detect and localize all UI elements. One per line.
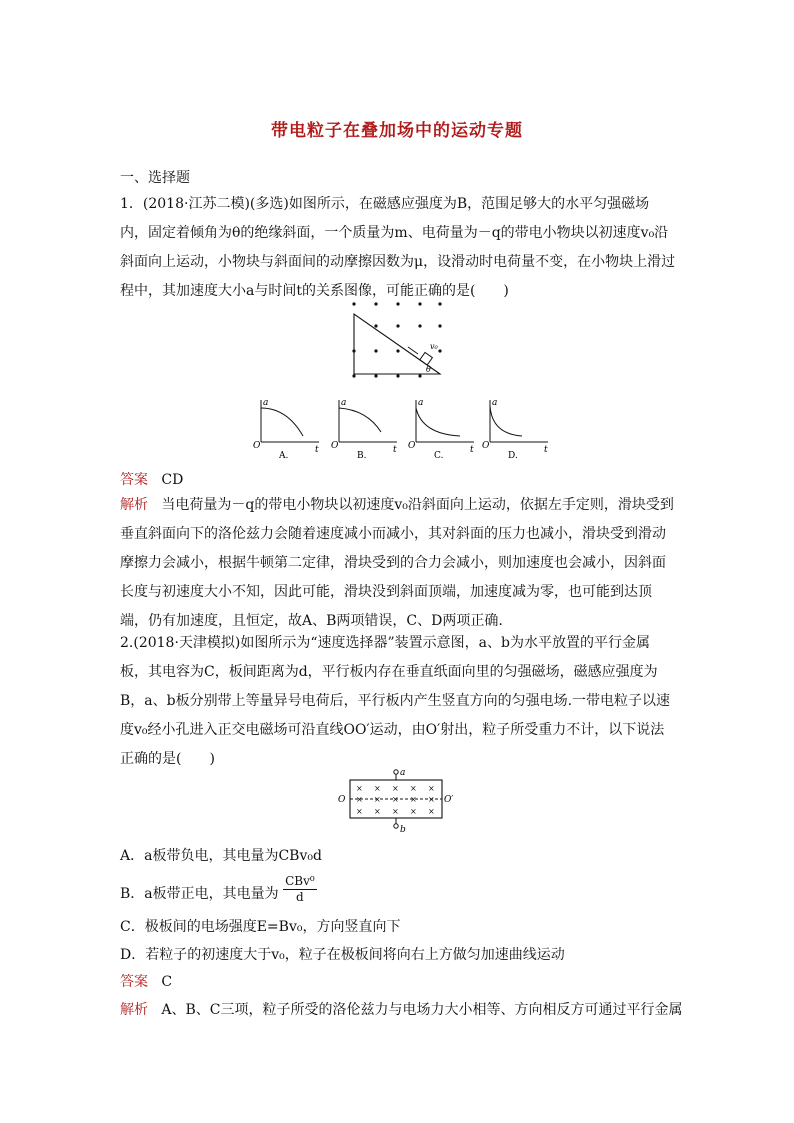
velocity-selector-figure (336, 766, 460, 836)
graph-c (408, 396, 478, 462)
option-b-fraction: CBv⁰ d (285, 874, 315, 904)
svg-text:×: × (374, 795, 381, 804)
svg-text:×: × (356, 784, 363, 793)
block (420, 352, 433, 365)
q1-analysis (120, 491, 676, 636)
page-title: 带电粒子在叠加场中的运动专题 (271, 121, 523, 141)
label-o-prime: O′ (444, 795, 454, 805)
option-b (120, 874, 317, 914)
incline-figure (340, 296, 450, 382)
svg-text:×: × (428, 807, 435, 816)
svg-text:t: t (544, 445, 548, 455)
svg-text:×: × (410, 784, 417, 793)
option-c: C．极板间的电场强度E=Bv₀，方向竖直向下 (120, 919, 401, 935)
option-b-prefix: B．a板带正电，其电量为 (120, 886, 279, 902)
analysis-text: 当电荷量为－q的带电小物块以初速度v₀沿斜面向上运动，依据左手定则，滑块受到垂直斜面向下的洛伦兹力会随着速度减小而减小，其对斜面的压力也减小，滑块受到滑动摩擦力会减小，根据牛顿第二定律，滑块受到的合力会减小，则加速度也会减小，因斜面长度与初速度大小不知，因此可能，滑块没到斜面顶端，加速度减为零，也可能到达顶端，仍有加速度，且恒定，故A、B两项错误，C、D两项正确. (120, 497, 674, 629)
svg-text:O: O (331, 441, 339, 451)
svg-text:×: × (356, 807, 363, 816)
v0-label: v₀ (430, 342, 438, 351)
answer-value: CD (161, 472, 184, 488)
svg-text:t: t (470, 445, 474, 455)
graph-label-b: B. (357, 451, 367, 461)
answer-label: 答案 (120, 472, 148, 488)
svg-text:O: O (408, 441, 416, 451)
svg-text:×: × (392, 807, 399, 816)
theta-label: θ (426, 365, 431, 374)
svg-text:t: t (393, 445, 397, 455)
svg-text:×: × (374, 807, 381, 816)
analysis-label: 解析 (120, 497, 148, 513)
label-a: a (400, 768, 406, 778)
svg-text:a: a (418, 398, 424, 408)
svg-text:×: × (428, 784, 435, 793)
svg-text:×: × (392, 795, 399, 804)
svg-text:×: × (356, 795, 363, 804)
svg-text:×: × (392, 784, 399, 793)
svg-text:×: × (428, 795, 435, 804)
svg-text:t: t (315, 445, 319, 455)
analysis-text: A、B、C三项，粒子所受的洛伦兹力与电场力大小相等、方向相反方可通过平行金属 (161, 1002, 683, 1018)
question-2-text: 2.(2018·天津模拟)如图所示为“速度选择器”装置示意图，a、b为水平放置的平行金属板，其电容为C，板间距离为d，平行板内存在垂直纸面向里的匀强磁场，磁感应强度为B，a、b板分别带上等量异号电荷后，平行板内产生竖直方向的匀强电场.一带电粒子以速度v₀经小孔进入正交电磁场可沿直线OO′运动，由O′射出，粒子所受重力不计，以下说法正确的是( ) (120, 635, 671, 767)
option-a: A．a板带负电，其电量为CBv₀d (120, 848, 322, 864)
svg-text:O: O (253, 441, 261, 451)
graph-b (331, 396, 401, 462)
svg-text:a: a (263, 398, 269, 408)
svg-text:×: × (374, 784, 381, 793)
q2-analysis (120, 1000, 682, 1020)
svg-text:a: a (492, 398, 498, 408)
graph-d (482, 396, 552, 462)
graph-label-d: D. (508, 451, 518, 461)
svg-text:O: O (482, 441, 490, 451)
q1-answer (120, 470, 183, 490)
section-heading: 一、选择题 (120, 170, 190, 186)
svg-text:×: × (410, 795, 417, 804)
label-o: O (338, 795, 346, 805)
label-b: b (400, 825, 406, 835)
svg-text:×: × (410, 807, 417, 816)
option-d: D．若粒子的初速度大于v₀，粒子在极板间将向右上方做匀加速曲线运动 (120, 947, 565, 963)
q2-answer (120, 972, 172, 992)
analysis-label: 解析 (120, 1002, 148, 1018)
graph-a (253, 396, 323, 462)
svg-text:a: a (341, 398, 347, 408)
answer-label: 答案 (120, 974, 148, 990)
answer-value: C (161, 974, 173, 990)
graph-label-a: A. (279, 451, 289, 461)
question-1-text: 1．(2018·江苏二模)(多选)如图所示，在磁感应强度为B，范围足够大的水平匀强磁场内，固定着倾角为θ的绝缘斜面，一个质量为m、电荷量为－q的带电小物块以初速度v₀沿斜面向上运动，小物块与斜面间的动摩擦因数为μ，设滑动时电荷量不变，在小物块上滑过程中，其加速度大小a与时间t的关系图像，可能正确的是( ) (120, 196, 676, 299)
graph-label-c: C. (434, 451, 444, 461)
